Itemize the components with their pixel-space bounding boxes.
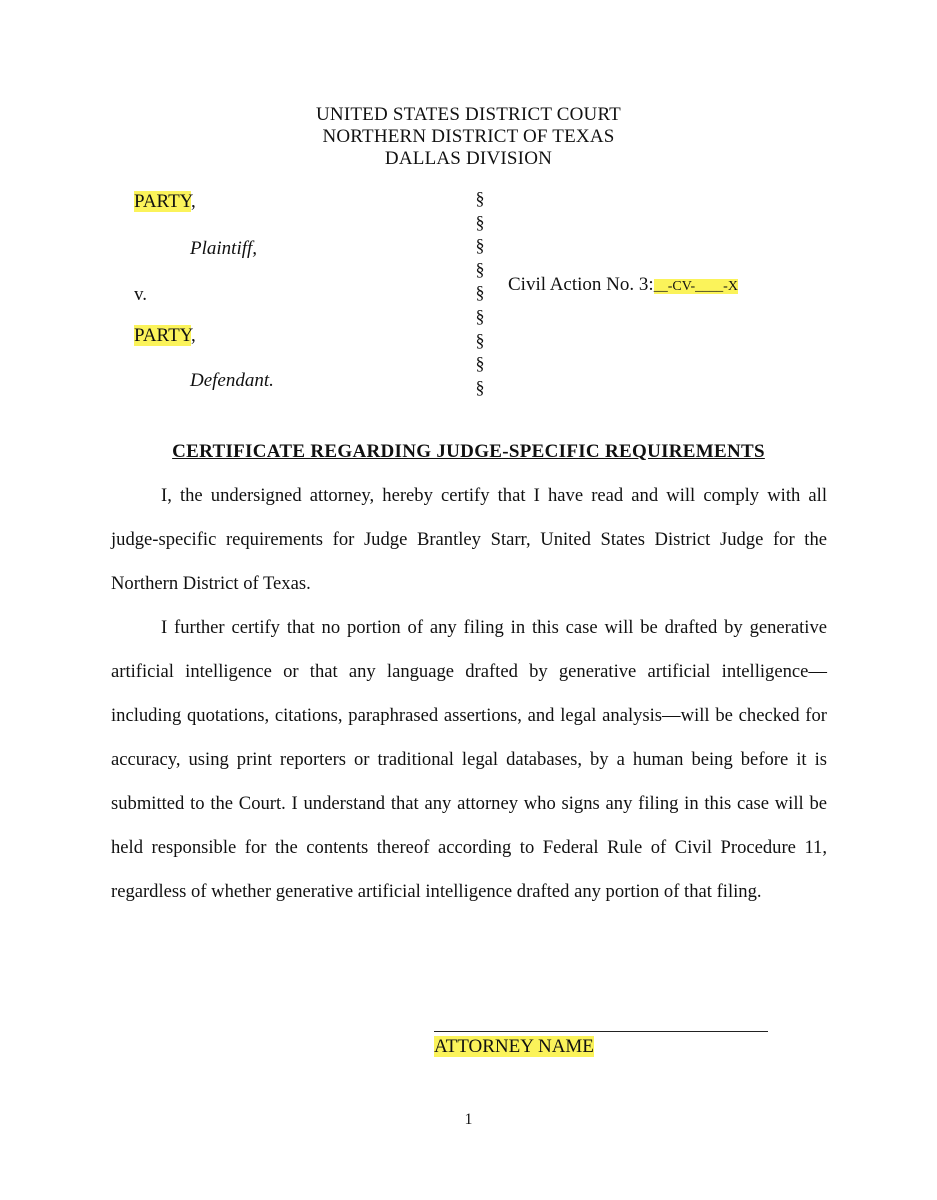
- defendant-line: [134, 325, 196, 347]
- document-title: CERTIFICATE REGARDING JUDGE-SPECIFIC REQUIREMENTS: [172, 441, 765, 462]
- defendant-comma: ,: [190, 325, 196, 346]
- attorney-name: ATTORNEY NAME: [434, 1036, 594, 1057]
- court-name: UNITED STATES DISTRICT COURT: [315, 104, 621, 125]
- page-number: 1: [464, 1111, 473, 1128]
- versus: v.: [134, 284, 148, 305]
- court-header: [0, 104, 937, 170]
- paragraph-ai-certification: I further certify that no portion of any filing in this case will be drafted by generative artificial intelligence or that any language drafted by generative artificial intelligence—including quotations, citations, paraphrased assertions, and legal analysis—will be checked for accuracy, using print reporters or traditional legal databases, by a human being before it is submitted to the Court. I understand that any attorney who signs any filing in this case will be held responsible for the contents thereof according to Federal Rule of Civil Procedure 11, regardless of whether generative artificial intelligence drafted any portion of that filing.: [111, 617, 827, 902]
- section-symbol: §: [475, 211, 485, 232]
- district-name: NORTHERN DISTRICT OF TEXAS: [322, 126, 615, 147]
- plaintiff-name: PARTY: [134, 191, 191, 212]
- plaintiff-role: Plaintiff,: [190, 238, 258, 259]
- section-symbol: §: [475, 353, 485, 374]
- paragraph-certify-compliance: I, the undersigned attorney, hereby certify that I have read and will comply with all judge-specific requirements for Judge Brantley Starr, United States District Judge for the Northern District of Texas.: [111, 485, 827, 594]
- attorney-name-line: [434, 1036, 594, 1058]
- section-symbol: §: [475, 188, 485, 208]
- section-symbol: §: [475, 258, 485, 279]
- civil-action-label: Civil Action No. 3:: [508, 274, 654, 295]
- section-symbol: §: [475, 376, 485, 397]
- defendant-name: PARTY: [134, 325, 191, 346]
- case-number: __-CV-____-X: [653, 279, 738, 294]
- section-symbol: §: [475, 329, 485, 350]
- plaintiff-comma: ,: [190, 191, 196, 212]
- section-symbol: §: [475, 235, 485, 256]
- civil-action-number: [508, 274, 738, 298]
- division-name: DALLAS DIVISION: [384, 148, 553, 169]
- defendant-role: Defendant.: [190, 370, 274, 391]
- section-symbol-column: [470, 186, 490, 398]
- plaintiff-line: [134, 191, 196, 213]
- signature-line: [434, 1031, 768, 1032]
- section-symbol: §: [475, 282, 485, 303]
- section-symbol: §: [475, 305, 485, 326]
